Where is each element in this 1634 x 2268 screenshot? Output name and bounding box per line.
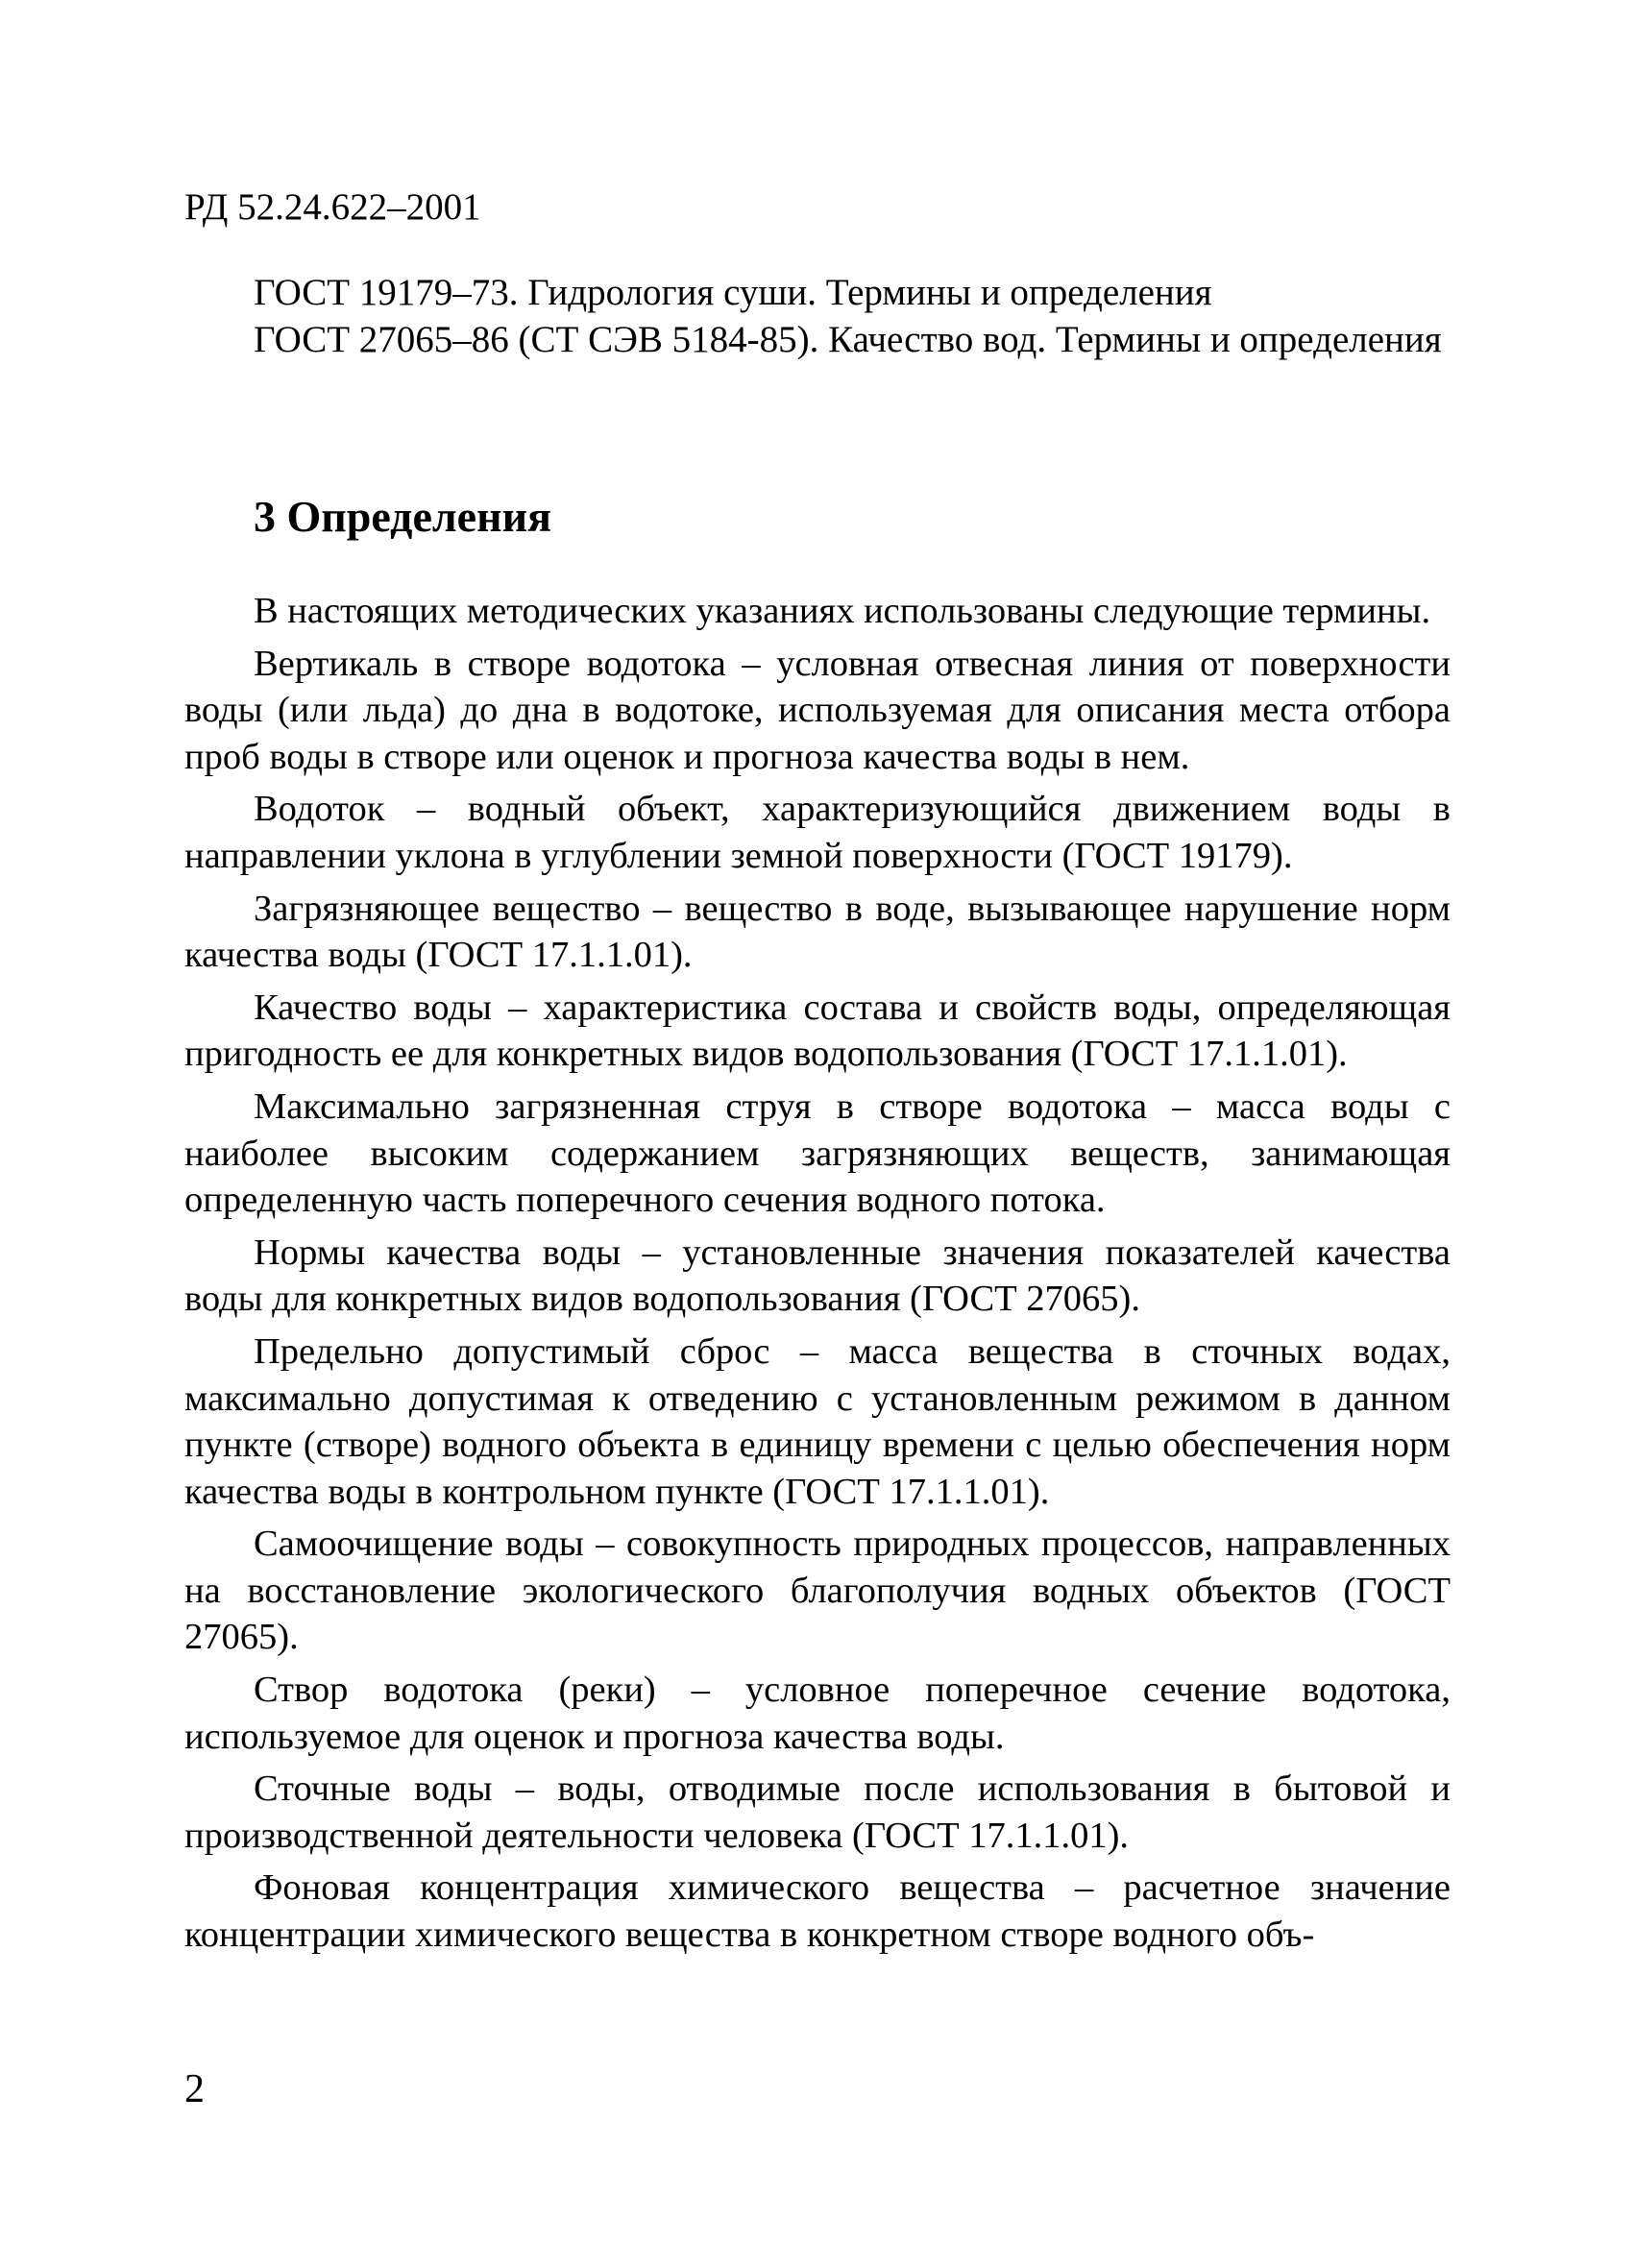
definition-paragraph: Предельно допустимый сброс – масса вещества в сточных водах, максимально допустимая к отведению с установленным режимом в данном пункте (створе) водного объекта в единицу времени с целью обеспечения норм качества воды в контрольном пункте (ГОСТ 17.1.1.01). <box>184 1330 1451 1512</box>
definition-paragraph: Самоочищение воды – совокупность природных процессов, направленных на восстановление экологического благополучия водных объектов (ГОСТ 27065). <box>184 1524 1451 1658</box>
page-number: 2 <box>184 2067 205 2111</box>
normative-references <box>184 269 1451 363</box>
intro-paragraph: В настоящих методических указаниях использованы следующие термины. <box>254 591 1431 631</box>
definition-paragraph: Загрязняющее вещество – вещество в воде, вызывающее нарушение норм качества воды (ГОСТ 17.1.1.01). <box>184 888 1451 976</box>
reference-item: ГОСТ 27065–86 (СТ СЭВ 5184-85). Качество вод. Термины и определения <box>254 319 1442 360</box>
section-title: 3 Определения <box>254 492 551 541</box>
definition-paragraph: Вертикаль в створе водотока – условная отвесная линия от поверхности воды (или льда) до дна в водотоке, используемая для описания места отбора проб воды в створе или оценок и прогноза качества воды в нем. <box>184 643 1451 777</box>
document-code-header: РД 52.24.622–2001 <box>184 186 481 228</box>
definitions-text <box>184 588 1451 1964</box>
definition-paragraph: Створ водотока (реки) – условное поперечное сечение водотока, используемое для оценок и прогноза качества воды. <box>184 1670 1451 1757</box>
definition-paragraph: Фоновая концентрация химического вещества – расчетное значение концентрации химического вещества в конкретном створе водного объ- <box>184 1867 1451 1956</box>
definition-paragraph: Качество воды – характеристика состава и свойств воды, определяющая пригодность ее для конкретных видов водопользования (ГОСТ 17.1.1.01). <box>184 987 1451 1075</box>
definition-paragraph: Нормы качества воды – установленные значения показателей качества воды для конкретных видов водопользования (ГОСТ 27065). <box>184 1232 1451 1320</box>
reference-item: ГОСТ 19179–73. Гидрология суши. Термины и определения <box>254 272 1212 313</box>
definition-paragraph: Сточные воды – воды, отводимые после использования в бытовой и производственной деятельности человека (ГОСТ 17.1.1.01). <box>184 1768 1451 1856</box>
definition-paragraph: Водоток – водный объект, характеризующийся движением воды в направлении уклона в углублении земной поверхности (ГОСТ 19179). <box>184 789 1451 876</box>
definition-paragraph: Максимально загрязненная струя в створе водотока – масса воды с наиболее высоким содержанием загрязняющих веществ, занимающая определенную часть поперечного сечения водного потока. <box>184 1085 1451 1221</box>
